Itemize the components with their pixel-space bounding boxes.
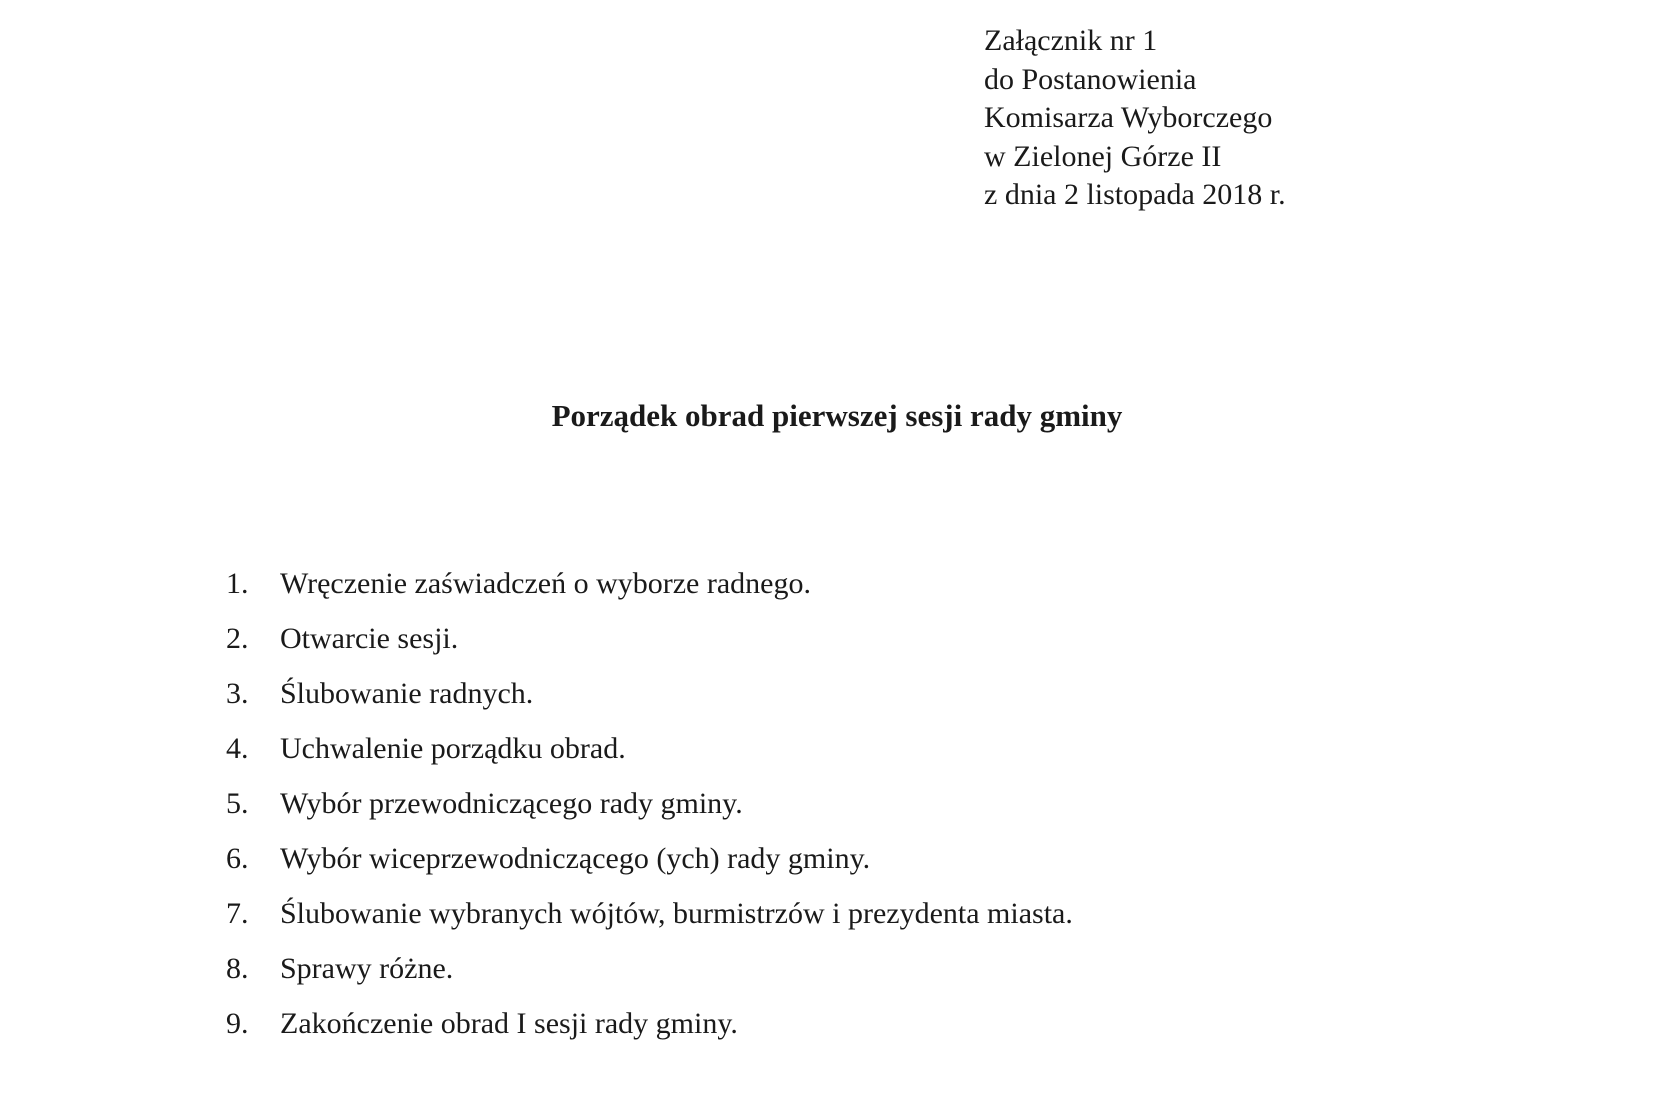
agenda-item-number: 1. (226, 567, 249, 600)
agenda-item-text: Wybór wiceprzewodniczącego (ych) rady gminy. (280, 842, 871, 875)
agenda-item-number: 2. (226, 622, 249, 655)
annex-line: Załącznik nr 1 (984, 24, 1158, 57)
agenda-item-text: Wręczenie zaświadczeń o wyborze radnego. (280, 567, 811, 600)
agenda-item-text: Zakończenie obrad I sesji rady gminy. (280, 1007, 738, 1040)
agenda-list (226, 564, 1073, 1059)
agenda-item (226, 949, 1073, 1004)
annex-header (984, 22, 1286, 215)
agenda-item-text: Wybór przewodniczącego rady gminy. (280, 787, 743, 820)
agenda-item-text: Otwarcie sesji. (280, 622, 459, 655)
annex-line: Komisarza Wyborczego (984, 101, 1273, 134)
agenda-item (226, 619, 1073, 674)
agenda-item (226, 894, 1073, 949)
agenda-item-text: Ślubowanie radnych. (280, 677, 534, 710)
agenda-item-number: 8. (226, 952, 249, 985)
agenda-item (226, 674, 1073, 729)
agenda-item-text: Ślubowanie wybranych wójtów, burmistrzów i prezydenta miasta. (280, 897, 1073, 930)
agenda-item (226, 1004, 1073, 1059)
annex-line: do Postanowienia (984, 62, 1197, 96)
agenda-item-number: 5. (226, 787, 249, 820)
annex-line: z dnia 2 listopada 2018 r. (984, 178, 1286, 211)
agenda-item-number: 7. (226, 897, 249, 930)
document-title: Porządek obrad pierwszej sesji rady gminy (551, 398, 1123, 433)
annex-line: w Zielonej Górze II (984, 139, 1222, 173)
agenda-item (226, 729, 1073, 784)
agenda-item (226, 839, 1073, 894)
agenda-item (226, 564, 1073, 619)
agenda-item-number: 6. (226, 842, 249, 875)
agenda-item (226, 784, 1073, 839)
agenda-item-number: 9. (226, 1007, 249, 1040)
agenda-item-number: 4. (226, 732, 249, 765)
agenda-item-number: 3. (226, 677, 249, 710)
agenda-item-text: Uchwalenie porządku obrad. (280, 732, 626, 765)
agenda-item-text: Sprawy różne. (280, 952, 454, 985)
